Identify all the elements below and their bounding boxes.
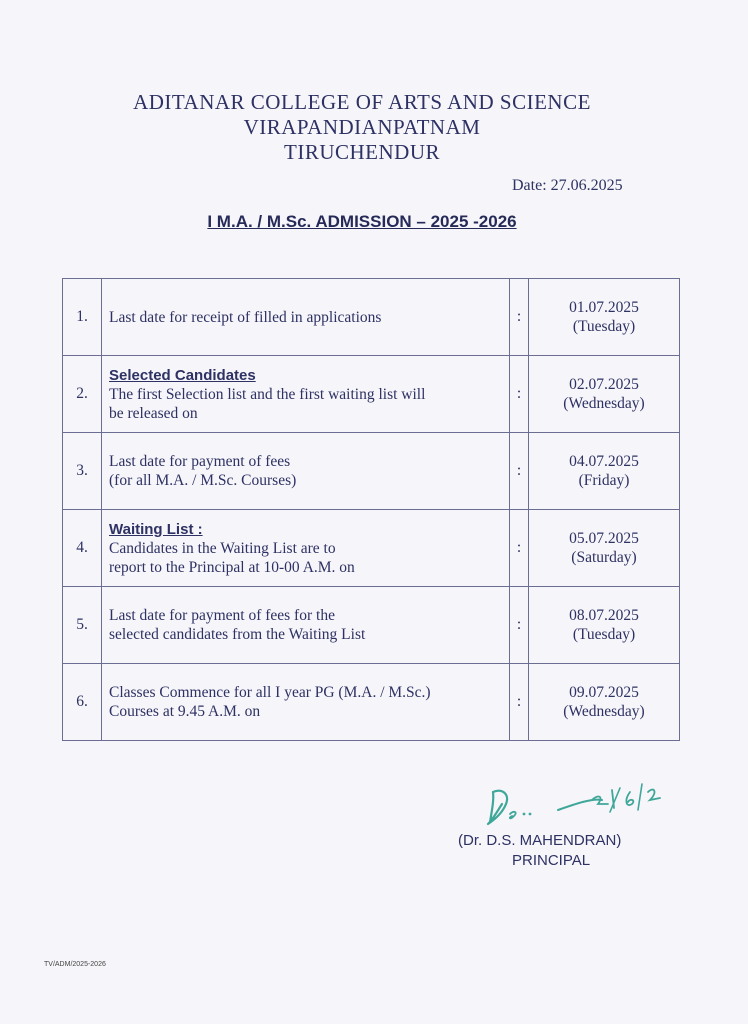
row-day: (Tuesday) — [572, 318, 636, 335]
row-description-line: Classes Commence for all I year PG (M.A. / M.Sc.) — [109, 684, 431, 701]
row-heading: Waiting List : — [109, 520, 203, 538]
row-description-line: be released on — [109, 404, 198, 422]
row-description — [102, 279, 510, 356]
row-description-line: The first Selection list and the first waiting list will — [109, 385, 426, 403]
row-date-cell — [529, 587, 680, 664]
row-date: 08.07.2025 — [569, 607, 639, 624]
schedule-row — [63, 664, 680, 741]
row-number: 3. — [63, 433, 102, 510]
row-description-line: (for all M.A. / M.Sc. Courses) — [109, 472, 297, 489]
row-description-line: report to the Principal at 10-00 A.M. on — [109, 558, 355, 576]
notice-title: I M.A. / M.Sc. ADMISSION – 2025 -2026 — [207, 212, 517, 231]
row-date: 09.07.2025 — [569, 684, 639, 701]
schedule-row — [63, 279, 680, 356]
college-name: ADITANAR COLLEGE OF ARTS AND SCIENCE — [133, 90, 591, 114]
row-date-cell — [529, 279, 680, 356]
row-number: 6. — [63, 664, 102, 741]
schedule-row — [63, 510, 680, 587]
principal-signature — [480, 770, 690, 840]
row-colon: : — [510, 664, 529, 741]
admission-schedule-table — [62, 278, 680, 741]
row-description-line: Last date for payment of fees — [109, 453, 291, 470]
row-date: 01.07.2025 — [569, 299, 639, 316]
row-number: 5. — [63, 587, 102, 664]
notice-date: Date: 27.06.2025 — [512, 177, 623, 194]
row-date-cell — [529, 356, 680, 433]
row-date: 02.07.2025 — [569, 376, 639, 393]
row-description — [102, 356, 510, 433]
college-town: TIRUCHENDUR — [284, 140, 440, 164]
row-date-cell — [529, 433, 680, 510]
row-colon: : — [510, 279, 529, 356]
schedule-row — [63, 587, 680, 664]
principal-name: (Dr. D.S. MAHENDRAN) — [458, 832, 622, 849]
row-description-line: Last date for payment of fees for the — [109, 607, 335, 624]
row-description-line: Courses at 9.45 A.M. on — [109, 703, 261, 720]
row-description — [102, 664, 510, 741]
row-description — [102, 433, 510, 510]
college-location: VIRAPANDIANPATNAM — [243, 115, 481, 139]
row-description — [102, 510, 510, 587]
row-number: 1. — [63, 279, 102, 356]
row-number: 2. — [63, 356, 102, 433]
row-date-cell — [529, 510, 680, 587]
row-colon: : — [510, 587, 529, 664]
row-description-line: Candidates in the Waiting List are to — [109, 539, 336, 557]
row-day: (Saturday) — [571, 549, 637, 566]
row-day: (Wednesday) — [563, 395, 645, 412]
row-day: (Wednesday) — [563, 703, 645, 720]
row-date: 04.07.2025 — [569, 453, 639, 470]
row-day: (Friday) — [578, 472, 630, 489]
principal-title: PRINCIPAL — [512, 852, 591, 869]
row-date-cell — [529, 664, 680, 741]
row-day: (Tuesday) — [572, 626, 636, 643]
row-heading: Selected Candidates — [109, 366, 256, 384]
row-colon: : — [510, 356, 529, 433]
row-description-line: Last date for receipt of filled in applications — [109, 308, 382, 326]
row-date: 05.07.2025 — [569, 530, 639, 547]
schedule-row — [63, 356, 680, 433]
row-colon: : — [510, 433, 529, 510]
row-colon: : — [510, 510, 529, 587]
row-description-line: selected candidates from the Waiting List — [109, 626, 366, 643]
schedule-row — [63, 433, 680, 510]
row-number: 4. — [63, 510, 102, 587]
reference-code: TV/ADM/2025-2026 — [44, 961, 106, 968]
row-description — [102, 587, 510, 664]
